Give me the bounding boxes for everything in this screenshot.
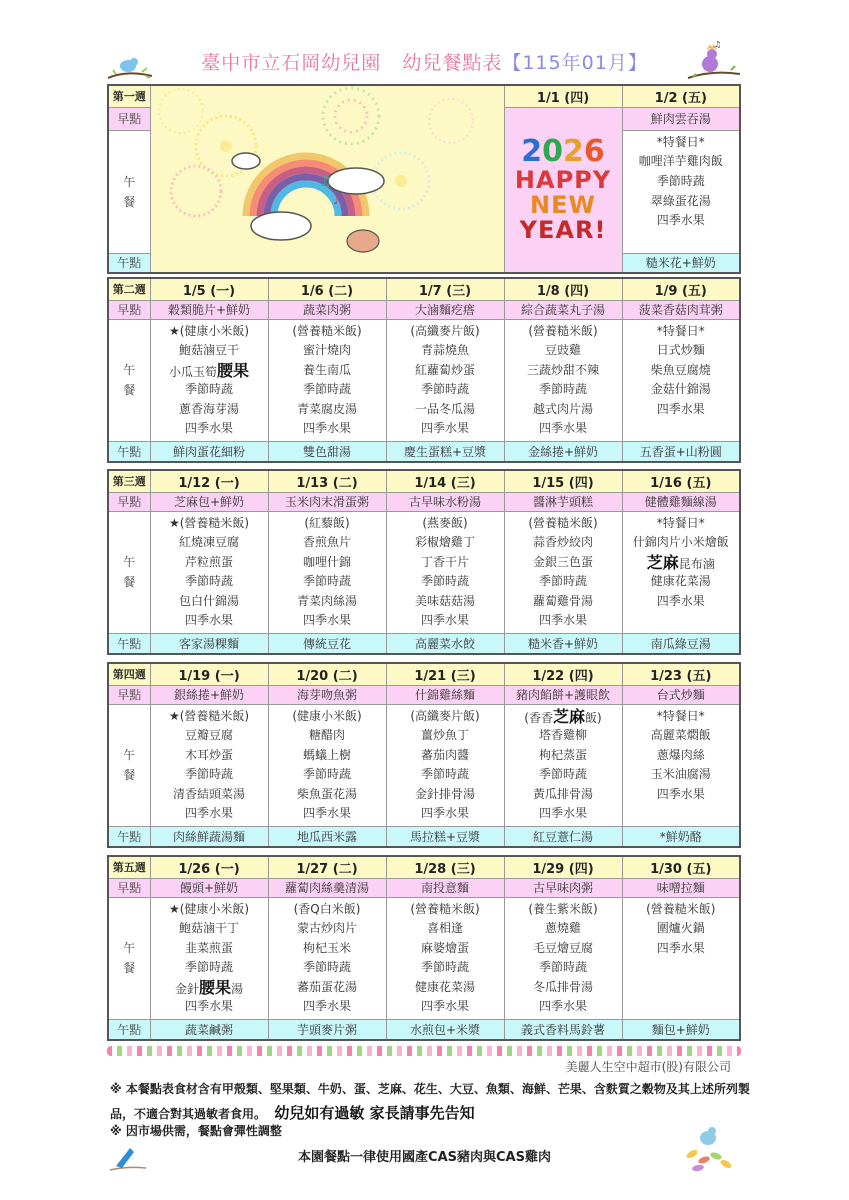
snack-cell: 金絲捲+鮮奶 <box>504 442 622 462</box>
breakfast-cell: 銀絲捲+鮮奶 <box>150 685 268 704</box>
lunch-item: 四季水果 <box>656 401 705 416</box>
lunch-item: 季節時蔬 <box>302 767 351 782</box>
supplier-name: 美麗人生空中超市(股)有限公司 <box>565 1060 731 1074</box>
lunch-item: 養生南瓜 <box>302 362 351 377</box>
row-label-lunch: 午 餐 <box>108 130 150 253</box>
date-header: 1/15 (四) <box>504 470 622 492</box>
snack-cell: 肉絲鮮蔬湯麵 <box>150 827 268 847</box>
lunch-cell <box>622 319 740 442</box>
new-year-line3: YEAR! <box>519 216 607 245</box>
row-label-snack: 午點 <box>108 827 150 847</box>
lunch-item: 紅燒凍豆腐 <box>178 535 239 550</box>
lunch-item <box>623 804 740 824</box>
snack-cell: *鮮奶酪 <box>622 827 740 847</box>
lunch-item: (營養糙米飯) <box>292 323 362 338</box>
snack-cell: 鮮肉蛋花細粉 <box>150 442 268 462</box>
lunch-cell <box>386 319 504 442</box>
lunch-item: 韭菜煎蛋 <box>184 940 233 955</box>
lunch-item: 毛豆燴豆腐 <box>532 940 593 955</box>
row-label-lunch: 午 餐 <box>108 319 150 442</box>
lunch-item: 美味菇菇湯 <box>414 593 475 608</box>
snack-cell: 南瓜綠豆湯 <box>622 634 740 654</box>
lunch-item: 四季水果 <box>538 421 587 436</box>
lunch-item: 金針腰果湯 <box>174 977 244 997</box>
date-header: 1/22 (四) <box>504 663 622 685</box>
row-label-snack: 午點 <box>108 253 150 273</box>
lunch-cell <box>150 319 268 442</box>
lunch-item: 四季水果 <box>302 999 351 1014</box>
snack-cell: 高麗菜水餃 <box>386 634 504 654</box>
date-header: 1/16 (五) <box>622 470 740 492</box>
lunch-item: 季節時蔬 <box>420 574 469 589</box>
week-label: 第三週 <box>108 470 150 492</box>
lunch-cell <box>386 511 504 634</box>
lunch-item: 金銀三色蛋 <box>532 554 593 569</box>
lunch-item <box>623 419 740 439</box>
lunch-cell <box>622 704 740 827</box>
lunch-item: 季節時蔬 <box>420 767 469 782</box>
snack-cell: 五香蛋+山粉圓 <box>622 442 740 462</box>
date-header: 1/12 (一) <box>150 470 268 492</box>
lunch-item: 四季水果 <box>184 999 233 1014</box>
lunch-item: 四季水果 <box>538 806 587 821</box>
svg-text:♫: ♫ <box>714 40 722 49</box>
lunch-item: 包白什錦湯 <box>178 593 239 608</box>
row-label-snack: 午點 <box>108 442 150 462</box>
lunch-cell <box>268 511 386 634</box>
allergen-highlight: 芝麻 <box>552 706 585 726</box>
lunch-cell <box>386 897 504 1020</box>
snack-cell: 地瓜西米露 <box>268 827 386 847</box>
lunch-item: ★(營養糙米飯) <box>168 515 250 530</box>
lunch-item: (香香芝麻飯) <box>524 706 602 726</box>
lunch-item: ★(營養糙米飯) <box>168 708 250 723</box>
bird-on-branch-icon <box>106 52 156 82</box>
allergen-highlight: 芝麻 <box>646 552 679 572</box>
lunch-item: 四季水果 <box>656 593 705 608</box>
date-header: 1/20 (二) <box>268 663 386 685</box>
lunch-item: 季節時蔬 <box>184 382 233 397</box>
lunch-item: (營養糙米飯) <box>528 515 598 530</box>
lunch-item: 日式炒麵 <box>656 343 705 358</box>
lunch-item: 鮑菇滷干丁 <box>178 921 239 936</box>
date-header: 1/1 (四) <box>504 85 622 107</box>
lunch-item: 蒜香炒絞肉 <box>532 535 593 550</box>
lunch-item: 芝麻昆布滷 <box>646 552 715 572</box>
meat-source-notice: 本園餐點一律使用國產CAS豬肉與CAS雞肉 <box>298 1150 551 1165</box>
breakfast-cell: 鮮肉雲吞湯 <box>622 107 740 130</box>
lunch-item: (香Q白米飯) <box>293 901 361 916</box>
snack-cell: 雙色甜湯 <box>268 442 386 462</box>
happy-new-year-banner <box>504 107 622 273</box>
lunch-item: 香煎魚片 <box>302 535 351 550</box>
row-label-breakfast: 早點 <box>108 107 150 130</box>
row-label-lunch: 午 餐 <box>108 897 150 1020</box>
allergen-notice: ※ 本餐點表食材含有甲殼類、堅果類、牛奶、蛋、芝麻、花生、大豆、魚類、海鮮、芒果、含麩質之穀物及其上述所列製品，不適合對其過敏者食用。 幼兒如有過敏 家長請事先告知 <box>110 1082 750 1122</box>
week-2-table <box>107 277 741 463</box>
date-header: 1/7 (三) <box>386 278 504 300</box>
lunch-cell <box>150 897 268 1020</box>
lunch-item: ★(健康小米飯) <box>168 901 250 916</box>
lunch-item: 麻婆燴蛋 <box>420 940 469 955</box>
breakfast-cell: 綜合蔬菜丸子湯 <box>504 300 622 319</box>
bird-on-leaves-icon <box>680 1124 740 1174</box>
lunch-item: 蔥香海芽湯 <box>178 401 239 416</box>
lunch-cell <box>504 511 622 634</box>
lunch-item: 蒙古炒肉片 <box>296 921 357 936</box>
lunch-item: 青蒜燒魚 <box>420 343 469 358</box>
week-4-table <box>107 662 741 848</box>
breakfast-cell: 古早味肉粥 <box>504 878 622 897</box>
lunch-item: (高纖麥片飯) <box>410 708 480 723</box>
lunch-cell <box>150 511 268 634</box>
breakfast-cell: 台式炒麵 <box>622 685 740 704</box>
date-header: 1/23 (五) <box>622 663 740 685</box>
snack-cell: 客家湯粿麵 <box>150 634 268 654</box>
breakfast-cell: 味噌拉麵 <box>622 878 740 897</box>
lunch-item: 季節時蔬 <box>184 960 233 975</box>
row-label-lunch: 午 餐 <box>108 704 150 827</box>
lunch-item: 蕃茄蛋花湯 <box>296 979 357 994</box>
week-label: 第一週 <box>108 85 150 107</box>
lunch-item: (營養糙米飯) <box>646 901 716 916</box>
lunch-item: 螞蟻上樹 <box>302 747 351 762</box>
lunch-cell <box>268 704 386 827</box>
row-label-snack: 午點 <box>108 634 150 654</box>
date-header: 1/14 (三) <box>386 470 504 492</box>
date-header: 1/9 (五) <box>622 278 740 300</box>
lunch-item: 四季水果 <box>420 613 469 628</box>
menu-period: 【115年01月】 <box>502 52 648 74</box>
lunch-item: 黃瓜排骨湯 <box>532 786 593 801</box>
breakfast-cell: 穀類脆片+鮮奶 <box>150 300 268 319</box>
lunch-item: *特餐日* <box>656 708 705 723</box>
lunch-item: 健康花菜湯 <box>650 574 711 589</box>
lunch-item: 金菇什錦湯 <box>650 382 711 397</box>
lunch-item: (紅藜飯) <box>304 515 350 530</box>
lunch-item: 蜜汁燒肉 <box>302 343 351 358</box>
new-year-year: 2026 <box>521 134 605 170</box>
flower-border-divider <box>107 1046 741 1056</box>
lunch-item: 塔香雞柳 <box>538 728 587 743</box>
lunch-item: 糖醋肉 <box>308 728 345 743</box>
lunch-item: 小瓜玉筍腰果 <box>168 360 250 380</box>
singing-bird-icon <box>686 40 741 82</box>
new-year-line1: HAPPY <box>514 165 612 194</box>
lunch-item: (養生紫米飯) <box>528 901 598 916</box>
lunch-cell <box>150 704 268 827</box>
snack-cell: 慶生蛋糕+豆漿 <box>386 442 504 462</box>
snack-cell: 芋頭麥片粥 <box>268 1020 386 1040</box>
date-header: 1/30 (五) <box>622 856 740 878</box>
lunch-item: 鮑菇滷豆干 <box>178 343 239 358</box>
lunch-item: 圍爐火鍋 <box>656 921 705 936</box>
date-header: 1/5 (一) <box>150 278 268 300</box>
date-header: 1/13 (二) <box>268 470 386 492</box>
lunch-item: 季節時蔬 <box>538 960 587 975</box>
row-label-breakfast: 早點 <box>108 492 150 511</box>
row-label-snack: 午點 <box>108 1020 150 1040</box>
lunch-cell: *特餐日* 咖哩洋芋雞肉飯 季節時蔬 翠綠蛋花湯 四季水果 <box>622 130 740 253</box>
lunch-item: 季節時蔬 <box>302 382 351 397</box>
breakfast-cell: 健體雞麵線湯 <box>622 492 740 511</box>
lunch-item: 季節時蔬 <box>420 960 469 975</box>
week-label: 第五週 <box>108 856 150 878</box>
breakfast-cell: 醬淋芋頭糕 <box>504 492 622 511</box>
breakfast-cell: 玉米肉末滑蛋粥 <box>268 492 386 511</box>
row-label-lunch: 午 餐 <box>108 511 150 634</box>
week-1-table <box>107 84 741 274</box>
breakfast-cell: 蘿蔔肉絲羹清湯 <box>268 878 386 897</box>
week-3-table <box>107 469 741 655</box>
lunch-cell <box>504 704 622 827</box>
date-header: 1/21 (三) <box>386 663 504 685</box>
lunch-item: (營養糙米飯) <box>410 901 480 916</box>
lunch-item: 枸杞蒸蛋 <box>538 747 587 762</box>
lunch-cell <box>386 704 504 827</box>
lunch-item: 青菜肉絲湯 <box>296 593 357 608</box>
lunch-item: 四季水果 <box>656 940 705 955</box>
snack-cell: 紅豆薏仁湯 <box>504 827 622 847</box>
snack-cell: 水煎包+米漿 <box>386 1020 504 1040</box>
lunch-item: 一品冬瓜湯 <box>414 401 475 416</box>
lunch-item: 季節時蔬 <box>184 574 233 589</box>
lunch-item: 青菜腐皮湯 <box>296 401 357 416</box>
date-header: 1/26 (一) <box>150 856 268 878</box>
lunch-item: 四季水果 <box>184 613 233 628</box>
lunch-item: 清香結頭菜湯 <box>172 786 245 801</box>
snack-cell: 糙米花+鮮奶 <box>622 253 740 273</box>
lunch-item: 木耳炒蛋 <box>184 747 233 762</box>
lunch-item: 四季水果 <box>538 999 587 1014</box>
lunch-item: 季節時蔬 <box>184 767 233 782</box>
date-header: 1/19 (一) <box>150 663 268 685</box>
lunch-item: 四季水果 <box>302 421 351 436</box>
svg-text:♪: ♪ <box>332 193 341 207</box>
lunch-item: 芹粒煎蛋 <box>184 554 233 569</box>
lunch-item: 喜相逢 <box>426 921 463 936</box>
date-header: 1/27 (二) <box>268 856 386 878</box>
lunch-cell <box>268 897 386 1020</box>
lunch-item: 越式肉片湯 <box>532 401 593 416</box>
lunch-cell <box>622 511 740 634</box>
market-notice: ※ 因市場供需，餐點會彈性調整 <box>110 1124 282 1138</box>
lunch-item: 季節時蔬 <box>302 960 351 975</box>
lunch-cell <box>504 897 622 1020</box>
snack-cell: 糙米香+鮮奶 <box>504 634 622 654</box>
lunch-item: 季節時蔬 <box>302 574 351 589</box>
lunch-item: 四季水果 <box>420 421 469 436</box>
lunch-item: 高麗菜燜飯 <box>650 728 711 743</box>
lunch-item: 蔥爆肉絲 <box>656 747 705 762</box>
lunch-item: 什錦肉片小米燴飯 <box>632 535 729 550</box>
lunch-item: (燕麥飯) <box>422 515 468 530</box>
lunch-item: 四季水果 <box>420 999 469 1014</box>
snack-cell: 傳統豆花 <box>268 634 386 654</box>
week-5-table <box>107 855 741 1041</box>
lunch-item: 金針排骨湯 <box>414 786 475 801</box>
lunch-item: 咖哩什錦 <box>302 554 351 569</box>
lunch-item: 四季水果 <box>420 806 469 821</box>
lunch-item: ★(健康小米飯) <box>168 323 250 338</box>
breakfast-cell: 海芽吻魚粥 <box>268 685 386 704</box>
lunch-item <box>623 958 740 978</box>
lunch-item: 蕃茄肉醬 <box>420 747 469 762</box>
lunch-item: 柴魚豆腐燒 <box>650 362 711 377</box>
breakfast-cell: 古早味水粉湯 <box>386 492 504 511</box>
breakfast-cell: 大滷麵疙瘩 <box>386 300 504 319</box>
lunch-item: 四季水果 <box>184 421 233 436</box>
lunch-item: 三蔬炒甜不辣 <box>526 362 599 377</box>
date-header: 1/29 (四) <box>504 856 622 878</box>
lunch-item: 季節時蔬 <box>420 382 469 397</box>
snack-cell: 蔬菜鹹粥 <box>150 1020 268 1040</box>
lunch-item: 四季水果 <box>302 806 351 821</box>
week-label: 第二週 <box>108 278 150 300</box>
lunch-item: 季節時蔬 <box>538 382 587 397</box>
lunch-item: 冬瓜排骨湯 <box>532 979 593 994</box>
row-label-breakfast: 早點 <box>108 300 150 319</box>
breakfast-cell: 南投意麵 <box>386 878 504 897</box>
lunch-item <box>623 611 740 631</box>
lunch-item: *特餐日* <box>656 323 705 338</box>
lunch-cell <box>504 319 622 442</box>
lunch-item: 四季水果 <box>302 613 351 628</box>
breakfast-cell: 菠菜香菇肉茸粥 <box>622 300 740 319</box>
lunch-item: 豆豉雞 <box>544 343 581 358</box>
svg-text:♫: ♫ <box>318 174 332 190</box>
lunch-item: 蔥燒雞 <box>544 921 581 936</box>
lunch-item: *特餐日* <box>656 515 705 530</box>
new-year-line2: NEW <box>530 190 596 219</box>
allergen-highlight: 腰果 <box>217 360 250 380</box>
allergen-emphasis: 幼兒如有過敏 家長請事先告知 <box>274 1104 475 1122</box>
breakfast-cell: 什錦雞絲麵 <box>386 685 504 704</box>
breakfast-cell: 豬肉餡餅+護眼飲 <box>504 685 622 704</box>
snack-cell: 馬拉糕+豆漿 <box>386 827 504 847</box>
lunch-item: 丁香干片 <box>420 554 469 569</box>
lunch-cell <box>622 897 740 1020</box>
week-label: 第四週 <box>108 663 150 685</box>
snack-cell: 麵包+鮮奶 <box>622 1020 740 1040</box>
lunch-item: 紅蘿蔔炒蛋 <box>414 362 475 377</box>
lunch-item: 豆瓣豆腐 <box>184 728 233 743</box>
lunch-item: 薑炒魚丁 <box>420 728 469 743</box>
date-header: 1/8 (四) <box>504 278 622 300</box>
lunch-item: 玉米油腐湯 <box>650 767 711 782</box>
snack-cell: 義式香料馬鈴薯 <box>504 1020 622 1040</box>
lunch-cell <box>268 319 386 442</box>
lunch-item: 蘿蔔雞骨湯 <box>532 593 593 608</box>
lunch-item <box>623 978 740 998</box>
rainbow-icon <box>151 86 505 268</box>
lunch-item: 彩椒燴雞丁 <box>414 535 475 550</box>
lunch-item: 季節時蔬 <box>538 574 587 589</box>
breakfast-cell: 饅頭+鮮奶 <box>150 878 268 897</box>
row-label-breakfast: 早點 <box>108 685 150 704</box>
lunch-item: 柴魚蛋花湯 <box>296 786 357 801</box>
breakfast-cell: 蔬菜肉粥 <box>268 300 386 319</box>
date-header: 1/2 (五) <box>622 85 740 107</box>
lunch-item: 季節時蔬 <box>538 767 587 782</box>
school-name: 臺中市立石岡幼兒園 <box>201 52 382 74</box>
lunch-item: (高纖麥片飯) <box>410 323 480 338</box>
lunch-item: 四季水果 <box>538 613 587 628</box>
lunch-item: 四季水果 <box>184 806 233 821</box>
row-label-breakfast: 早點 <box>108 878 150 897</box>
lunch-item <box>623 997 740 1017</box>
lunch-item: (健康小米飯) <box>292 708 362 723</box>
allergen-highlight: 腰果 <box>198 977 231 997</box>
fireworks-rainbow-illustration <box>150 85 504 273</box>
lunch-item: 四季水果 <box>656 786 705 801</box>
lunch-item: (營養糙米飯) <box>528 323 598 338</box>
lunch-item: 健康花菜湯 <box>414 979 475 994</box>
date-header: 1/6 (二) <box>268 278 386 300</box>
lunch-item: 枸杞玉米 <box>302 940 351 955</box>
breakfast-cell: 芝麻包+鮮奶 <box>150 492 268 511</box>
menu-title: 幼兒餐點表 <box>402 52 503 74</box>
date-header: 1/28 (三) <box>386 856 504 878</box>
